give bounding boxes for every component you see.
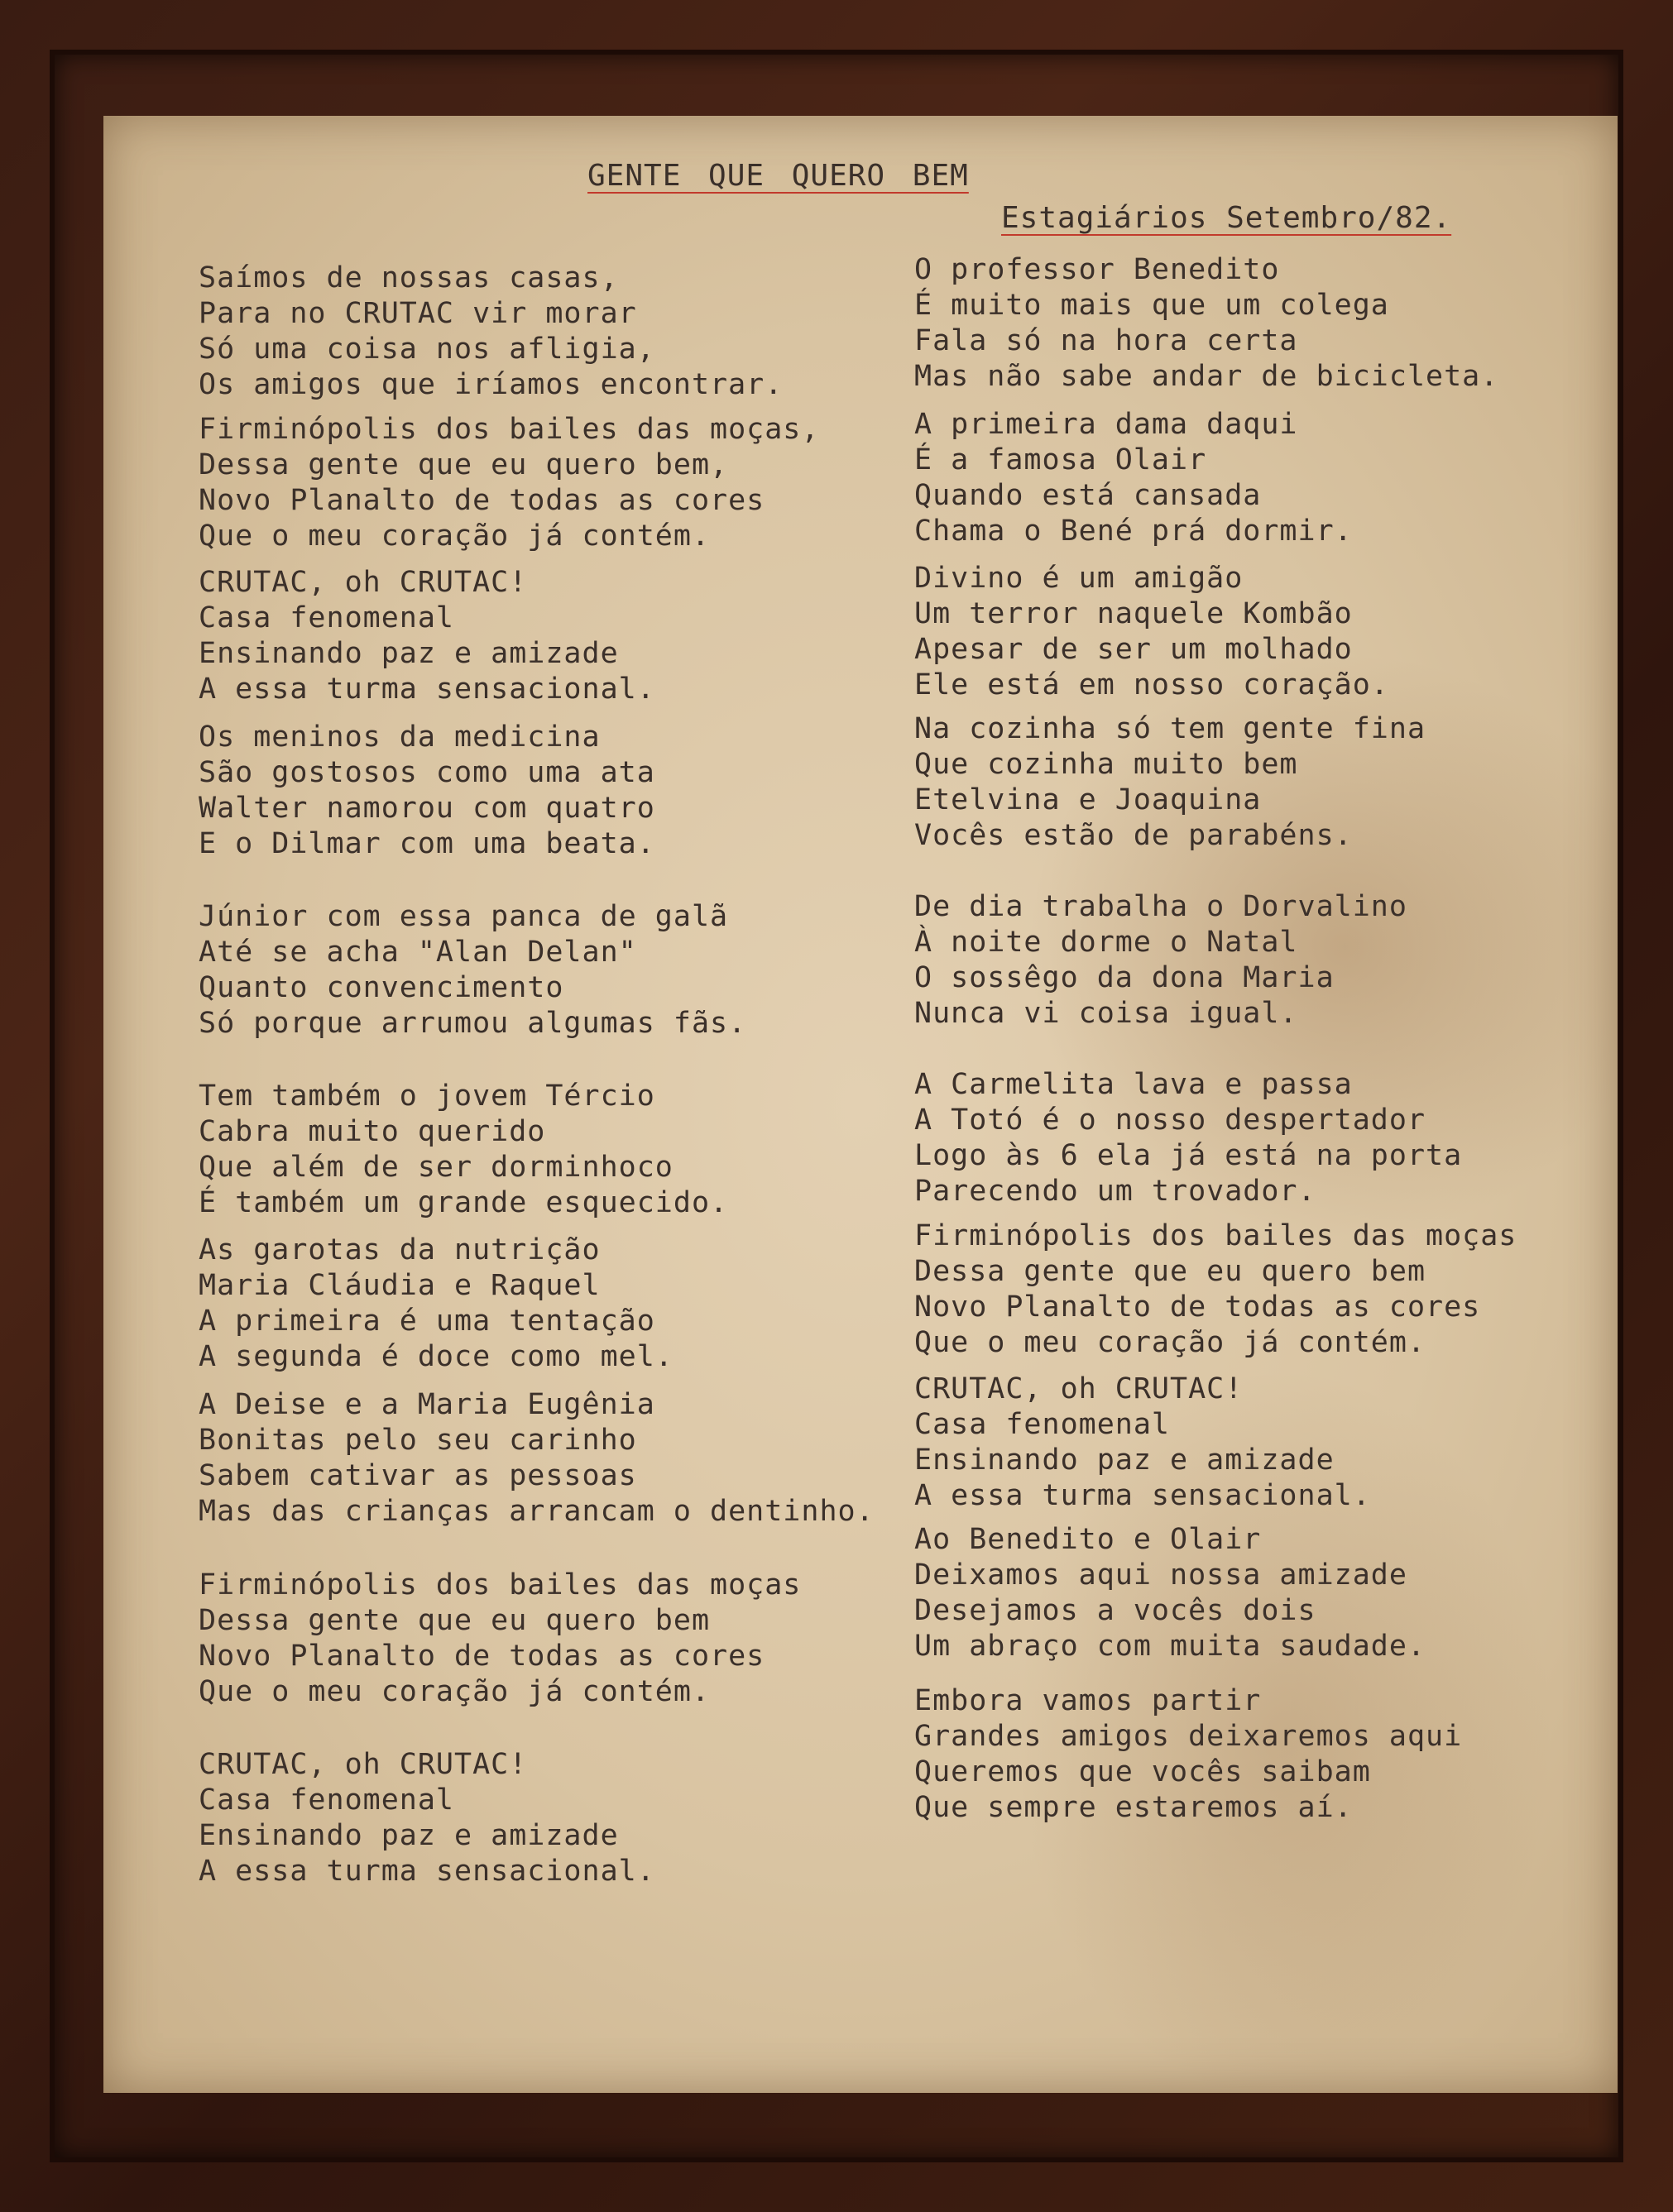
- verse-line: CRUTAC, oh CRUTAC!: [914, 1372, 1244, 1405]
- verse-line: Casa fenomenal: [199, 1783, 455, 1817]
- poem-title: GENTE QUE QUERO BEM: [587, 159, 969, 193]
- stanza: [199, 1568, 801, 1710]
- verse-line: É a famosa Olair: [914, 443, 1207, 476]
- stanza: [199, 720, 655, 862]
- stanza: [914, 1683, 1462, 1826]
- verse-line: Casa fenomenal: [199, 601, 455, 634]
- verse-line: Até se acha "Alan Delan": [199, 936, 637, 969]
- stanza: [199, 1747, 655, 1889]
- stanza: [199, 565, 655, 707]
- stanza: [199, 1079, 728, 1221]
- verse-line: Firminópolis dos bailes das moças,: [199, 413, 820, 446]
- verse-line: A primeira dama daqui: [914, 408, 1298, 441]
- stanza: [914, 1219, 1517, 1361]
- stanza: [914, 561, 1389, 703]
- stanza: [914, 1067, 1462, 1209]
- verse-line: Grandes amigos deixaremos aqui: [914, 1720, 1463, 1753]
- verse-line: Que o meu coração já contém.: [199, 519, 711, 553]
- verse-line: À noite dorme o Natal: [914, 926, 1298, 959]
- verse-line: A essa turma sensacional.: [199, 1855, 655, 1888]
- verse-line: A Deise e a Maria Eugênia: [199, 1388, 655, 1421]
- poem-subtitle: Estagiários Setembro/82.: [1001, 201, 1452, 235]
- verse-line: Logo às 6 ela já está na porta: [914, 1139, 1463, 1172]
- stanza: [199, 261, 783, 403]
- verse-line: A segunda é doce como mel.: [199, 1340, 674, 1373]
- verse-line: Que o meu coração já contém.: [914, 1326, 1426, 1359]
- verse-line: Vocês estão de parabéns.: [914, 819, 1353, 852]
- verse-line: As garotas da nutrição: [199, 1233, 601, 1266]
- verse-line: Os meninos da medicina: [199, 721, 601, 754]
- stanza: [914, 1372, 1371, 1514]
- verse-line: Que cozinha muito bem: [914, 748, 1298, 781]
- verse-line: Novo Planalto de todas as cores: [914, 1290, 1481, 1324]
- verse-line: Casa fenomenal: [914, 1408, 1171, 1441]
- typed-sheet: [103, 116, 1618, 2093]
- stanza: [199, 1387, 875, 1530]
- verse-line: A primeira é uma tentação: [199, 1305, 655, 1338]
- verse-line: Ele está em nosso coração.: [914, 668, 1389, 701]
- verse-line: É muito mais que um colega: [914, 289, 1389, 322]
- verse-line: Um terror naquele Kombão: [914, 597, 1353, 630]
- verse-line: A essa turma sensacional.: [199, 673, 655, 706]
- verse-line: Mas das crianças arrancam o dentinho.: [199, 1495, 875, 1528]
- verse-line: Desejamos a vocês dois: [914, 1594, 1316, 1627]
- verse-line: Saímos de nossas casas,: [199, 261, 619, 294]
- verse-line: O sossêgo da dona Maria: [914, 961, 1335, 994]
- verse-line: Embora vamos partir: [914, 1684, 1262, 1717]
- verse-line: Dessa gente que eu quero bem: [914, 1255, 1426, 1288]
- verse-line: Só porque arrumou algumas fãs.: [199, 1007, 747, 1040]
- verse-line: Apesar de ser um molhado: [914, 633, 1353, 666]
- verse-line: Walter namorou com quatro: [199, 792, 655, 825]
- verse-line: Bonitas pelo seu carinho: [199, 1424, 637, 1457]
- verse-line: Júnior com essa panca de galã: [199, 900, 729, 933]
- verse-line: A essa turma sensacional.: [914, 1479, 1371, 1512]
- verse-line: E o Dilmar com uma beata.: [199, 827, 655, 860]
- verse-line: Ensinando paz e amizade: [199, 637, 619, 670]
- verse-line: Dessa gente que eu quero bem,: [199, 448, 729, 481]
- verse-line: CRUTAC, oh CRUTAC!: [199, 566, 528, 599]
- verse-line: Quando está cansada: [914, 479, 1262, 512]
- verse-line: É também um grande esquecido.: [199, 1186, 729, 1219]
- verse-line: Fala só na hora certa: [914, 324, 1298, 357]
- verse-line: Ensinando paz e amizade: [199, 1819, 619, 1852]
- verse-line: Novo Planalto de todas as cores: [199, 1640, 765, 1673]
- stanza: [199, 412, 819, 554]
- verse-line: Etelvina e Joaquina: [914, 783, 1262, 816]
- stanza: [199, 899, 746, 1041]
- verse-line: A Totó é o nosso despertador: [914, 1104, 1426, 1137]
- verse-line: Cabra muito querido: [199, 1115, 546, 1148]
- verse-line: Novo Planalto de todas as cores: [199, 484, 765, 517]
- verse-line: Um abraço com muita saudade.: [914, 1630, 1426, 1663]
- verse-line: Parecendo um trovador.: [914, 1175, 1316, 1208]
- verse-line: Para no CRUTAC vir morar: [199, 297, 637, 330]
- verse-line: CRUTAC, oh CRUTAC!: [199, 1748, 528, 1781]
- verse-line: Tem também o jovem Tércio: [199, 1080, 655, 1113]
- verse-line: Dessa gente que eu quero bem: [199, 1604, 711, 1637]
- stanza: [914, 889, 1407, 1032]
- verse-line: Só uma coisa nos afligia,: [199, 333, 655, 366]
- verse-line: O professor Benedito: [914, 253, 1280, 286]
- stanza: [914, 407, 1353, 549]
- verse-line: Quanto convencimento: [199, 971, 564, 1004]
- verse-line: Que além de ser dorminhoco: [199, 1151, 674, 1184]
- verse-line: A Carmelita lava e passa: [914, 1068, 1353, 1101]
- stanza: [914, 711, 1426, 854]
- verse-line: São gostosos como uma ata: [199, 756, 655, 789]
- verse-line: Deixamos aqui nossa amizade: [914, 1558, 1407, 1592]
- verse-line: Maria Cláudia e Raquel: [199, 1269, 601, 1302]
- verse-line: Que sempre estaremos aí.: [914, 1791, 1353, 1824]
- verse-line: Ensinando paz e amizade: [914, 1444, 1335, 1477]
- verse-line: Firminópolis dos bailes das moças: [199, 1568, 802, 1602]
- stanza: [199, 1233, 674, 1375]
- verse-line: Firminópolis dos bailes das moças: [914, 1219, 1517, 1252]
- verse-line: De dia trabalha o Dorvalino: [914, 890, 1407, 923]
- verse-line: Mas não sabe andar de bicicleta.: [914, 360, 1499, 393]
- verse-line: Na cozinha só tem gente fina: [914, 712, 1426, 745]
- stanza: [914, 252, 1498, 395]
- verse-line: Queremos que vocês saibam: [914, 1755, 1371, 1788]
- verse-line: Que o meu coração já contém.: [199, 1675, 711, 1708]
- verse-line: Sabem cativar as pessoas: [199, 1459, 637, 1492]
- verse-line: Nunca vi coisa igual.: [914, 997, 1298, 1030]
- stanza: [914, 1522, 1426, 1664]
- verse-line: Divino é um amigão: [914, 562, 1244, 595]
- verse-line: Ao Benedito e Olair: [914, 1523, 1262, 1556]
- verse-line: Chama o Bené prá dormir.: [914, 515, 1353, 548]
- verse-line: Os amigos que iríamos encontrar.: [199, 368, 784, 401]
